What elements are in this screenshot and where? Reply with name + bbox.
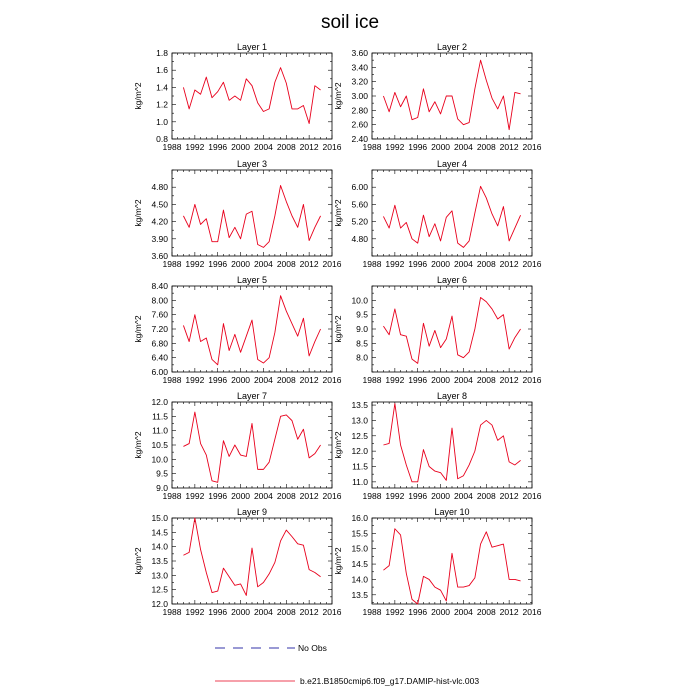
y-tick-label: 5.60 bbox=[351, 199, 368, 210]
x-tick-label: 2016 bbox=[322, 375, 342, 385]
x-tick-label: 2016 bbox=[522, 607, 542, 617]
x-tick-label: 2016 bbox=[322, 142, 342, 152]
x-tick-label: 1996 bbox=[408, 375, 428, 385]
panel-10 bbox=[333, 507, 542, 617]
panel-6 bbox=[333, 275, 542, 385]
panel-8 bbox=[333, 391, 542, 501]
x-tick-label: 1992 bbox=[185, 142, 205, 152]
x-tick-label: 2008 bbox=[476, 607, 496, 617]
y-tick-label: 15.0 bbox=[351, 543, 368, 554]
x-tick-label: 1988 bbox=[162, 491, 182, 501]
legend bbox=[215, 643, 479, 686]
y-tick-label: 10.5 bbox=[151, 440, 168, 450]
y-axis-label: kg/m^2 bbox=[133, 82, 143, 110]
y-tick-label: 6.80 bbox=[151, 338, 168, 349]
y-tick-label: 2.40 bbox=[351, 134, 368, 144]
y-axis-label: kg/m^2 bbox=[333, 431, 343, 459]
panel-3 bbox=[133, 159, 342, 269]
y-tick-label: 11.5 bbox=[152, 411, 168, 422]
y-tick-label: 13.0 bbox=[351, 415, 368, 426]
panel-title: Layer 7 bbox=[236, 391, 268, 401]
x-tick-label: 2012 bbox=[499, 375, 519, 385]
y-tick-label: 9.5 bbox=[356, 309, 368, 320]
y-tick-label: 12.0 bbox=[351, 446, 368, 457]
x-tick-label: 1992 bbox=[185, 607, 205, 617]
x-tick-label: 1988 bbox=[162, 259, 182, 269]
panel-5 bbox=[133, 275, 342, 385]
x-tick-label: 2016 bbox=[522, 491, 542, 501]
x-tick-label: 1988 bbox=[362, 607, 382, 617]
y-tick-label: 3.00 bbox=[351, 91, 368, 101]
x-tick-label: 1996 bbox=[408, 491, 428, 501]
x-tick-label: 1996 bbox=[208, 491, 228, 501]
x-tick-label: 2004 bbox=[253, 607, 273, 617]
x-tick-label: 2016 bbox=[322, 491, 342, 501]
y-axis-label: kg/m^2 bbox=[133, 199, 143, 227]
y-tick-label: 11.0 bbox=[152, 425, 168, 436]
x-tick-label: 2016 bbox=[322, 259, 342, 269]
series-line bbox=[383, 404, 520, 482]
series-line bbox=[183, 68, 320, 124]
y-tick-label: 11.5 bbox=[352, 461, 368, 472]
x-tick-label: 2000 bbox=[431, 375, 451, 385]
x-tick-label: 2012 bbox=[499, 259, 519, 269]
x-tick-label: 2008 bbox=[276, 375, 296, 385]
plot-frame bbox=[172, 402, 332, 488]
plot-frame bbox=[172, 286, 332, 372]
y-tick-label: 7.60 bbox=[151, 309, 168, 320]
y-tick-label: 12.5 bbox=[151, 584, 168, 595]
x-tick-label: 1988 bbox=[162, 142, 182, 152]
x-tick-label: 2012 bbox=[299, 607, 319, 617]
x-tick-label: 1996 bbox=[408, 259, 428, 269]
x-tick-label: 2000 bbox=[431, 491, 451, 501]
panel-title: Layer 3 bbox=[236, 159, 268, 169]
panel-title: Layer 6 bbox=[436, 275, 468, 285]
x-tick-label: 2004 bbox=[453, 142, 473, 152]
x-tick-label: 2008 bbox=[276, 142, 296, 152]
x-tick-label: 2004 bbox=[453, 607, 473, 617]
series-line bbox=[183, 296, 320, 365]
x-tick-label: 1988 bbox=[162, 375, 182, 385]
panels-grid bbox=[133, 42, 542, 617]
x-tick-label: 2000 bbox=[231, 491, 251, 501]
y-tick-label: 4.50 bbox=[151, 199, 168, 210]
series-line bbox=[383, 60, 520, 130]
series-line bbox=[183, 412, 320, 482]
y-tick-label: 13.5 bbox=[351, 400, 368, 411]
x-tick-label: 2016 bbox=[522, 142, 542, 152]
plot-frame bbox=[372, 286, 532, 372]
y-tick-label: 1.4 bbox=[156, 82, 168, 93]
y-tick-label: 8.00 bbox=[151, 295, 168, 306]
y-tick-label: 0.8 bbox=[156, 134, 168, 144]
y-tick-label: 2.60 bbox=[351, 119, 368, 130]
panel-title: Layer 5 bbox=[236, 275, 268, 285]
x-tick-label: 2000 bbox=[231, 607, 251, 617]
x-tick-label: 2008 bbox=[276, 607, 296, 617]
y-axis-label: kg/m^2 bbox=[333, 315, 343, 343]
series-line bbox=[383, 297, 520, 363]
x-tick-label: 2012 bbox=[299, 375, 319, 385]
panel-7 bbox=[133, 391, 342, 501]
x-tick-label: 1988 bbox=[362, 375, 382, 385]
x-tick-label: 2000 bbox=[431, 607, 451, 617]
plot-frame bbox=[172, 53, 332, 139]
y-tick-label: 14.5 bbox=[151, 527, 168, 538]
x-tick-label: 2012 bbox=[299, 142, 319, 152]
x-tick-label: 1996 bbox=[208, 259, 228, 269]
series-line bbox=[183, 185, 320, 247]
y-axis-label: kg/m^2 bbox=[133, 547, 143, 575]
x-tick-label: 2016 bbox=[522, 259, 542, 269]
y-axis-label: kg/m^2 bbox=[133, 315, 143, 343]
y-tick-label: 13.5 bbox=[151, 556, 168, 566]
panel-title: Layer 10 bbox=[434, 507, 470, 517]
panel-title: Layer 8 bbox=[436, 391, 468, 401]
y-tick-label: 4.80 bbox=[351, 233, 368, 244]
x-tick-label: 2000 bbox=[431, 259, 451, 269]
x-tick-label: 1992 bbox=[385, 142, 405, 152]
y-tick-label: 9.5 bbox=[156, 468, 168, 479]
legend-model-label: b.e21.B1850cmip6.f09_g17.DAMIP-hist-vlc.003 bbox=[300, 676, 480, 686]
panel-title: Layer 9 bbox=[236, 507, 268, 517]
x-tick-label: 2016 bbox=[322, 607, 342, 617]
y-tick-label: 14.0 bbox=[151, 541, 168, 552]
series-line bbox=[383, 529, 520, 604]
panel-4 bbox=[333, 159, 542, 269]
y-tick-label: 3.60 bbox=[351, 48, 368, 58]
x-tick-label: 2004 bbox=[453, 375, 473, 385]
x-tick-label: 2008 bbox=[476, 375, 496, 385]
x-tick-label: 2004 bbox=[253, 375, 273, 385]
x-tick-label: 2008 bbox=[476, 259, 496, 269]
panel-title: Layer 2 bbox=[436, 42, 468, 52]
x-tick-label: 1988 bbox=[362, 259, 382, 269]
y-axis-label: kg/m^2 bbox=[133, 431, 143, 459]
x-tick-label: 2012 bbox=[499, 491, 519, 501]
x-tick-label: 1992 bbox=[385, 259, 405, 269]
x-tick-label: 2008 bbox=[476, 491, 496, 501]
panel-2 bbox=[333, 42, 542, 152]
y-tick-label: 11.0 bbox=[352, 476, 368, 487]
x-tick-label: 1992 bbox=[385, 375, 405, 385]
y-tick-label: 13.5 bbox=[351, 589, 368, 600]
y-tick-label: 14.5 bbox=[351, 559, 368, 570]
x-tick-label: 2004 bbox=[453, 259, 473, 269]
x-tick-label: 2004 bbox=[253, 491, 273, 501]
y-tick-label: 12.0 bbox=[151, 599, 168, 609]
y-tick-label: 6.40 bbox=[151, 352, 168, 363]
y-tick-label: 16.0 bbox=[351, 513, 368, 523]
y-tick-label: 14.0 bbox=[351, 574, 368, 585]
x-tick-label: 2000 bbox=[431, 142, 451, 152]
plot-frame bbox=[172, 518, 332, 604]
y-tick-label: 8.40 bbox=[151, 281, 168, 291]
y-tick-label: 3.60 bbox=[151, 251, 168, 261]
y-tick-label: 5.20 bbox=[351, 216, 368, 227]
panel-1 bbox=[133, 42, 342, 152]
y-tick-label: 7.20 bbox=[151, 324, 168, 334]
x-tick-label: 1992 bbox=[185, 491, 205, 501]
y-tick-label: 1.0 bbox=[156, 116, 168, 127]
x-tick-label: 1996 bbox=[208, 142, 228, 152]
y-tick-label: 3.20 bbox=[351, 76, 368, 87]
x-tick-label: 2012 bbox=[499, 607, 519, 617]
y-tick-label: 1.8 bbox=[156, 48, 168, 58]
x-tick-label: 2000 bbox=[231, 375, 251, 385]
y-axis-label: kg/m^2 bbox=[333, 199, 343, 227]
x-tick-label: 1996 bbox=[208, 607, 228, 617]
y-tick-label: 15.5 bbox=[351, 528, 368, 539]
y-tick-label: 4.20 bbox=[151, 216, 168, 227]
y-tick-label: 1.2 bbox=[156, 99, 168, 110]
x-tick-label: 1988 bbox=[362, 491, 382, 501]
x-tick-label: 2004 bbox=[253, 142, 273, 152]
x-tick-label: 2012 bbox=[299, 491, 319, 501]
series-line bbox=[383, 186, 520, 247]
panel-title: Layer 1 bbox=[236, 42, 268, 52]
x-tick-label: 2016 bbox=[522, 375, 542, 385]
x-tick-label: 2008 bbox=[276, 491, 296, 501]
x-tick-label: 2004 bbox=[253, 259, 273, 269]
legend-no-obs-label: No Obs bbox=[298, 643, 327, 653]
x-tick-label: 1996 bbox=[408, 142, 428, 152]
y-axis-label: kg/m^2 bbox=[333, 82, 343, 110]
x-tick-label: 1992 bbox=[385, 607, 405, 617]
panel-9 bbox=[133, 507, 342, 617]
y-axis-label: kg/m^2 bbox=[333, 547, 343, 575]
x-tick-label: 2000 bbox=[231, 259, 251, 269]
x-tick-label: 2008 bbox=[276, 259, 296, 269]
y-tick-label: 10.0 bbox=[351, 295, 368, 306]
y-tick-label: 1.6 bbox=[156, 65, 168, 76]
y-tick-label: 3.40 bbox=[351, 62, 368, 73]
y-tick-label: 9.0 bbox=[356, 324, 368, 334]
y-tick-label: 2.80 bbox=[351, 105, 368, 116]
x-tick-label: 1992 bbox=[385, 491, 405, 501]
x-tick-label: 2012 bbox=[499, 142, 519, 152]
x-tick-label: 1992 bbox=[185, 375, 205, 385]
x-tick-label: 1992 bbox=[185, 259, 205, 269]
x-tick-label: 1988 bbox=[162, 607, 182, 617]
y-tick-label: 6.00 bbox=[351, 182, 368, 193]
y-tick-label: 3.90 bbox=[151, 233, 168, 244]
y-tick-label: 8.5 bbox=[356, 338, 368, 349]
x-tick-label: 1996 bbox=[408, 607, 428, 617]
figure-title: soil ice bbox=[320, 12, 380, 33]
series-line bbox=[183, 518, 320, 595]
y-tick-label: 8.0 bbox=[356, 352, 368, 363]
y-tick-label: 13.0 bbox=[151, 570, 168, 581]
y-tick-label: 6.00 bbox=[151, 367, 168, 377]
y-tick-label: 4.80 bbox=[151, 182, 168, 193]
x-tick-label: 2004 bbox=[453, 491, 473, 501]
panel-title: Layer 4 bbox=[436, 159, 468, 169]
x-tick-label: 2008 bbox=[476, 142, 496, 152]
y-tick-label: 12.5 bbox=[351, 430, 368, 441]
plot-frame bbox=[372, 518, 532, 604]
x-tick-label: 2012 bbox=[299, 259, 319, 269]
y-tick-label: 12.0 bbox=[151, 397, 168, 407]
y-tick-label: 9.0 bbox=[156, 483, 168, 493]
y-tick-label: 10.0 bbox=[151, 454, 168, 465]
x-tick-label: 1988 bbox=[362, 142, 382, 152]
x-tick-label: 2000 bbox=[231, 142, 251, 152]
y-tick-label: 15.0 bbox=[151, 513, 168, 523]
x-tick-label: 1996 bbox=[208, 375, 228, 385]
